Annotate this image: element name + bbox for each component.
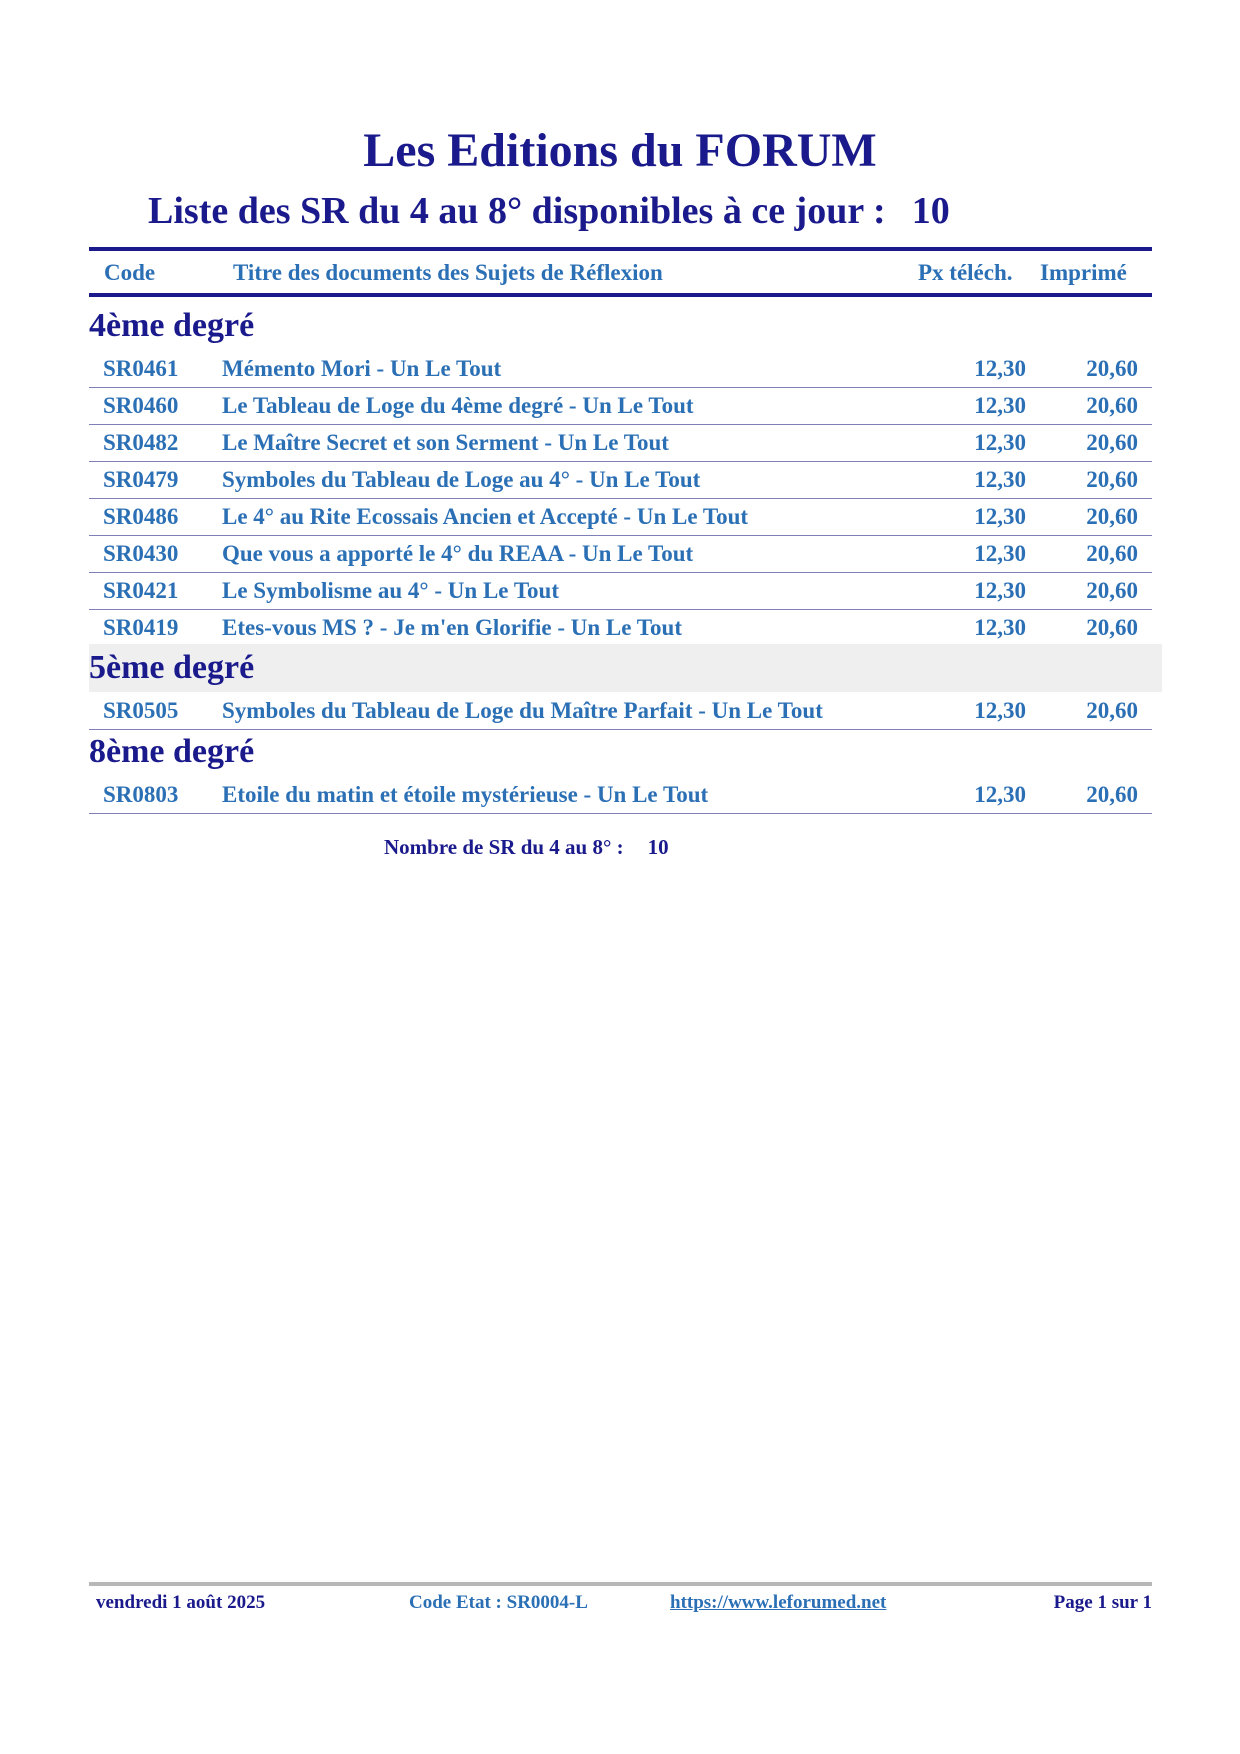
page-title: Les Editions du FORUM <box>363 124 877 177</box>
row-title: Le 4° au Rite Ecossais Ancien et Accepté - Un Le Tout <box>222 504 749 529</box>
row-price-download: 12,30 <box>974 430 1026 455</box>
footer-page-number: Page 1 sur 1 <box>1053 1592 1152 1613</box>
subtitle-count: 10 <box>911 190 950 232</box>
row-title: Etoile du matin et étoile mystérieuse - Un Le Tout <box>222 782 709 807</box>
row-price-download: 12,30 <box>974 578 1026 603</box>
total-value: 10 <box>647 835 669 859</box>
subtitle-text: Liste des SR du 4 au 8° disponibles à ce jour : <box>148 190 886 232</box>
group-heading: 8ème degré <box>89 733 255 770</box>
table-row <box>89 387 1152 425</box>
row-price-printed: 20,60 <box>1086 504 1138 529</box>
row-title: Que vous a apporté le 4° du REAA - Un Le Tout <box>222 541 694 566</box>
page-subtitle <box>148 188 1108 234</box>
table-row <box>89 776 1152 814</box>
row-price-printed: 20,60 <box>1086 615 1138 640</box>
row-code: SR0505 <box>103 698 179 723</box>
row-title: Etes-vous MS ? - Je m'en Glorifie - Un Le Tout <box>222 615 682 640</box>
row-title: Le Symbolisme au 4° - Un Le Tout <box>222 578 560 603</box>
row-title: Le Tableau de Loge du 4ème degré - Un Le Tout <box>222 393 694 418</box>
row-price-printed: 20,60 <box>1086 782 1138 807</box>
row-code: SR0803 <box>103 782 179 807</box>
row-price-printed: 20,60 <box>1086 541 1138 566</box>
table-top-rule <box>89 247 1152 251</box>
row-price-download: 12,30 <box>974 504 1026 529</box>
column-header-title: Titre des documents des Sujets de Réflexion <box>233 260 663 285</box>
row-price-download: 12,30 <box>974 615 1026 640</box>
table-row <box>89 350 1152 388</box>
row-price-download: 12,30 <box>974 782 1026 807</box>
row-price-download: 12,30 <box>974 698 1026 723</box>
row-price-printed: 20,60 <box>1086 578 1138 603</box>
table-row <box>89 572 1152 610</box>
table-row <box>89 535 1152 573</box>
table-row <box>89 424 1152 462</box>
row-code: SR0421 <box>103 578 179 603</box>
row-title: Le Maître Secret et son Serment - Un Le Tout <box>222 430 669 455</box>
group-heading: 5ème degré <box>89 649 255 686</box>
row-price-printed: 20,60 <box>1086 698 1138 723</box>
row-price-printed: 20,60 <box>1086 393 1138 418</box>
column-header-price-printed: Imprimé <box>1040 260 1127 285</box>
row-code: SR0430 <box>103 541 179 566</box>
row-code: SR0482 <box>103 430 179 455</box>
table-row <box>89 498 1152 536</box>
row-code: SR0479 <box>103 467 179 492</box>
footer-rule <box>89 1582 1152 1586</box>
row-price-download: 12,30 <box>974 467 1026 492</box>
row-price-printed: 20,60 <box>1086 467 1138 492</box>
row-code: SR0460 <box>103 393 179 418</box>
footer-date: vendredi 1 août 2025 <box>96 1592 266 1613</box>
row-price-printed: 20,60 <box>1086 430 1138 455</box>
row-title: Symboles du Tableau de Loge du Maître Parfait - Un Le Tout <box>222 698 823 723</box>
table-row <box>89 461 1152 499</box>
total-label: Nombre de SR du 4 au 8° : <box>384 835 624 859</box>
row-price-download: 12,30 <box>974 356 1026 381</box>
footer-code-etat: Code Etat : SR0004-L <box>409 1592 588 1613</box>
total-line <box>384 833 669 861</box>
group-heading: 4ème degré <box>89 307 255 344</box>
row-title: Mémento Mori - Un Le Tout <box>222 356 502 381</box>
row-price-download: 12,30 <box>974 541 1026 566</box>
table-row <box>89 692 1152 730</box>
table-row <box>89 609 1152 647</box>
row-price-printed: 20,60 <box>1086 356 1138 381</box>
row-price-download: 12,30 <box>974 393 1026 418</box>
row-code: SR0419 <box>103 615 179 640</box>
footer-website-link[interactable]: https://www.leforumed.net <box>670 1592 887 1613</box>
column-header-price-download: Px téléch. <box>918 260 1013 285</box>
row-code: SR0486 <box>103 504 179 529</box>
row-title: Symboles du Tableau de Loge au 4° - Un Le Tout <box>222 467 701 492</box>
table-header-rule <box>89 293 1152 297</box>
row-code: SR0461 <box>103 356 179 381</box>
column-header-code: Code <box>104 260 156 285</box>
